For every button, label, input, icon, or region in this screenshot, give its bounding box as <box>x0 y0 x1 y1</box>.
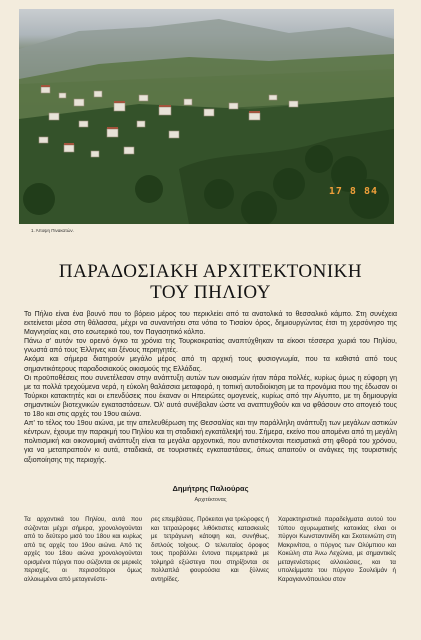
article-title-line-2: ΤΟΥ ΠΗΛΙΟΥ <box>150 282 271 303</box>
column-paragraph: ρες επεμβάσεις. Πρόκειται για τριώροφες ή και τετραώροφες λιθόκτιστες κατασκευές με τετράγωνη κάτοψη και, συνήθως, διπλούς τοίχους. Ο τελευταίος όροφος τους προβάλλει έντονα περιμετρικά με τολμηρά εξώστεγα που στηρίζονται σε πολλαπλά φουρούσια και ξύλινες αντηρίδες. <box>151 516 269 583</box>
intro-paragraph: Απ' το τέλος του 19ου αιώνα, με την απελευθέρωση της Θεσσαλίας και την παράλληλη ανάπτυξη των μεγάλων αστικών κέντρων, έχουμε την παρακμή του Πηλίου και τη σταδιακή εγκατάλειψή του. Σήμερα, εκείνο που απομένει από τη μεγάλη πολιτισμική και οικονομική ανάπτυξη είναι τα μεγάλα αρχοντικά, που αντιστέκονται πεισματικά στη φθορά του χρόνου, για να μεταπραπούν κι αυτά, σταδιακά, σε τουριστικές εγκαταστάσεις, όπως απαιτούν οι ανάγκες της τουριστικής αξιοποίησης της περιοχής. <box>24 420 397 464</box>
article-intro <box>24 310 397 465</box>
photo-date-stamp: 17 8 84 <box>328 186 378 197</box>
author-role: Αρχιτέκτονας <box>194 497 227 503</box>
intro-paragraph: Πάνω σ' αυτόν τον ορεινό όγκο τα χρόνια της Τουρκοκρατίας αναπτύχθηκαν τα είκοσι τέσσερα χωριά του Πηλίου, γνωστά από τους Έλληνες και ξένους περιηγητές. <box>24 338 397 355</box>
village-photo <box>19 9 394 224</box>
author-name: Δημήτρης Παλιούρας <box>172 484 249 493</box>
column-paragraph: Τα αρχοντικά του Πηλίου, αυτά που σώζονται μέχρι σήμερα, χρονολογούνται από το δεύτερο μισό του 18ου και κυρίως από τις αρχές του 19ου αιώνα. Από τις αρχές του 18ου αιώνα χρονολογούνται ορισμένοι πύργοι που σώζονται σε μερικές περιοχές, οι περισσότεροι όμως αλλοιωμένοι από μεταγενέστε- <box>24 516 142 583</box>
intro-paragraph: Το Πήλιο είναι ένα βουνό που το βόρειο μέρος του περικλείει από τα ανατολικά το θεσσαλικό κάμπο. Στη συνέχεια εκτείνεται μέσα στη θάλασσα, μέχρι να συναντήσει στα νότια το Τισαίον όρος, δημιουργώντας έτσι τη χερσόνησο της Μαγνησίας και, στο εσωτερικό του, τον Παγασητικό κόλπο. <box>24 311 397 337</box>
body-column-1 <box>24 516 142 584</box>
intro-paragraph: Ακόμα και σήμερα διατηρούν μεγάλο μέρος από τη αρχική τους φυσιογνωμία, που τα καθιστά από τους σημαντικότερους παραδοσιακούς οικισμούς της Ελλάδας. <box>24 356 397 373</box>
article-title-line-1: ΠΑΡΑΔΟΣΙΑΚΗ ΑΡΧΙΤΕΚΤΟΝΙΚΗ <box>58 261 363 282</box>
body-column-2 <box>151 516 269 584</box>
article-body-columns <box>24 516 397 638</box>
column-paragraph: Χαρακτηριστικά παραδείγματα αυτού του τύπου οχυρωματικής κατοικίας είναι οι πύργοι Κωνσταντινίδη και Σκοτεινιώτη στη Μακρινίτσα, ο πύργος των Ολύμπιου και Κοκώλη στα Άνω Λεχώνια, με σημαντικές μεταγενέστερες αλλοιώσεις, και τα υπολείμματα του πύργου Σουλεϊμάν ή Καραγιαννόπουλου στον <box>278 516 396 583</box>
intro-paragraph: Οι προϋποθέσεις που συνετέλεσαν στην ανάπτυξη αυτών των οικισμών ήταν πάρα πολλές, κυρίως όμως η εύφορη γη με τα πολλά τρεχούμενα νερά, η εύκολη θαλάσσια μεταφορά, η τοπική αυτοδιοίκηση με τα προνόμια που της έδωσαν οι Τούρκοι κατακτητές και οι επενδύσεις που έκαναν οι Ηπειρώτες ομογενείς, κυρίως από την Αίγυπτο, με τη δημιουργία σημαντικών βιοτεχνικών εγκαταστάσεων. Όλ' αυτά συνέβαλαν ώστε να αναπτυχθούν και να φθάσουν στο απογειό τους το 18ο και στις αρχές του 19ου αιώνα. <box>24 374 397 419</box>
photo-caption: 1. Άποψη Πινακατών. <box>31 228 74 233</box>
body-column-3 <box>278 516 396 584</box>
